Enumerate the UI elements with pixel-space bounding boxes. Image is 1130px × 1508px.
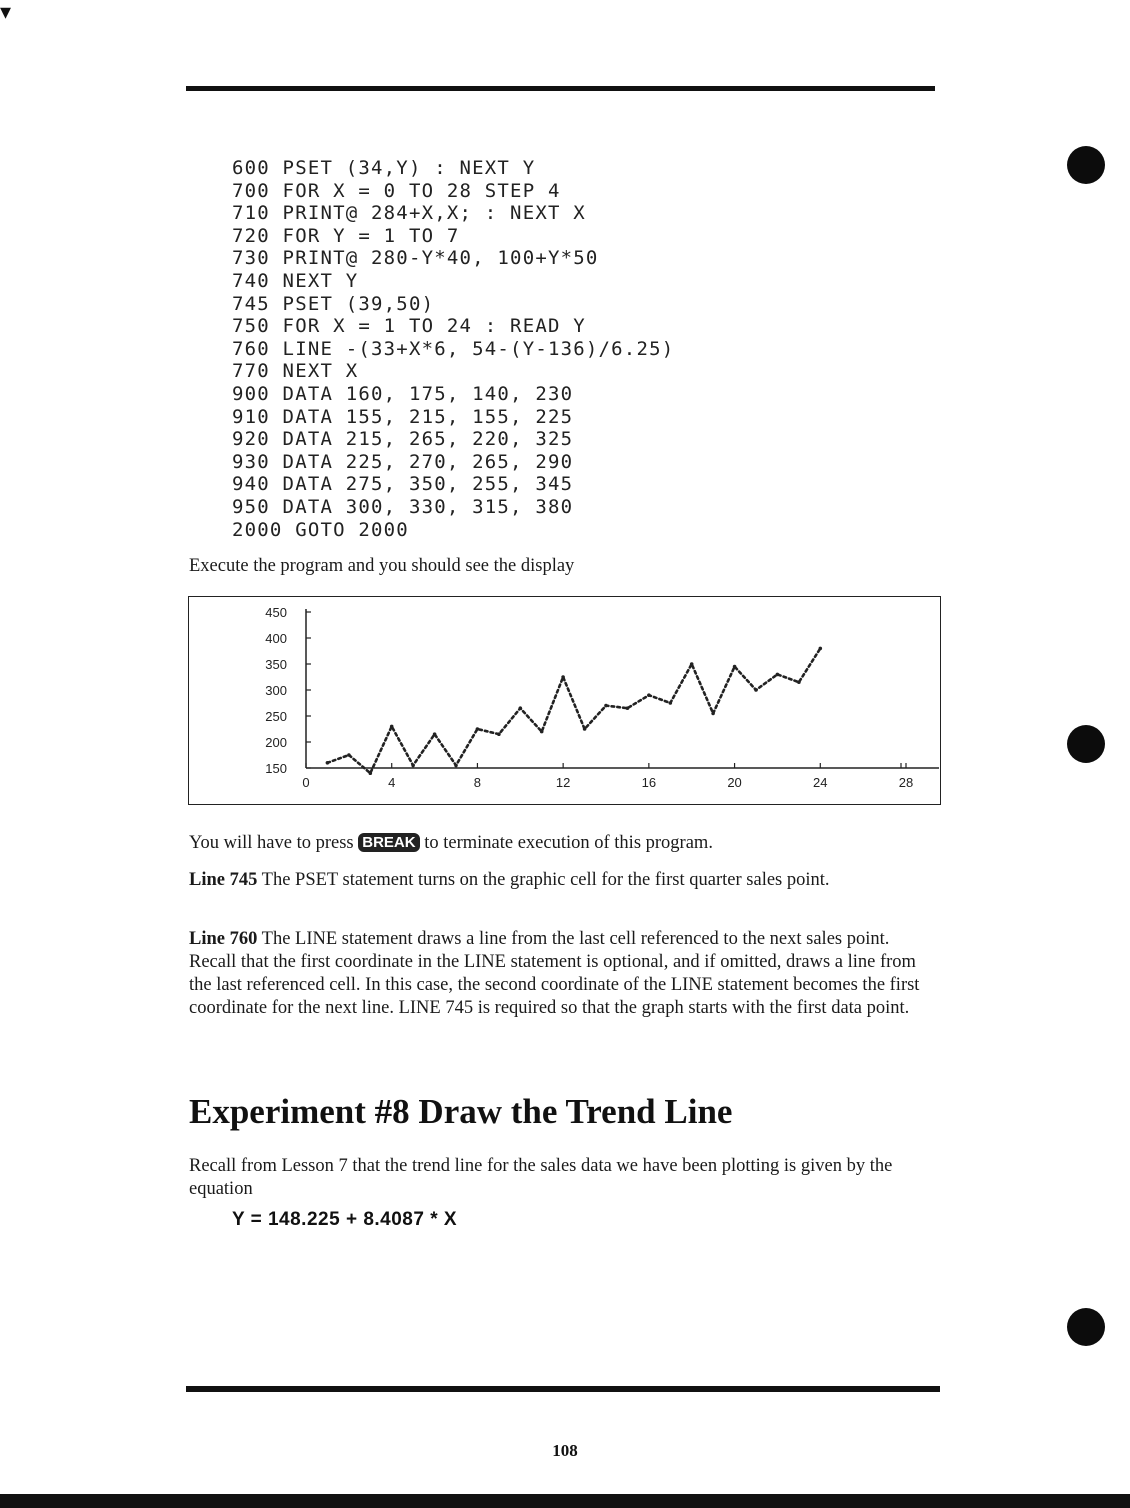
sales-data-point bbox=[497, 732, 501, 736]
sales-data-point bbox=[647, 693, 651, 697]
sales-chart bbox=[188, 596, 941, 805]
scan-bottom-band bbox=[0, 1494, 1130, 1508]
sales-data-point bbox=[583, 727, 587, 731]
page-number: 108 bbox=[552, 1441, 578, 1460]
sales-data-point bbox=[797, 680, 801, 684]
sales-data-point bbox=[519, 706, 523, 710]
sales-data-point bbox=[733, 665, 737, 669]
sales-data-point bbox=[690, 662, 694, 666]
sales-data-point bbox=[433, 732, 437, 736]
code-line: 950 DATA 300, 330, 315, 380 bbox=[232, 495, 574, 518]
code-line: 760 LINE -(33+X*6, 54-(Y-136)/6.25) bbox=[232, 337, 675, 360]
code-line: 920 DATA 215, 265, 220, 325 bbox=[232, 428, 574, 451]
sales-data-point bbox=[776, 673, 780, 677]
y-tick-label: 400 bbox=[265, 631, 287, 646]
sales-data-point bbox=[754, 688, 758, 692]
break-paragraph bbox=[189, 832, 934, 855]
code-line: 930 DATA 225, 270, 265, 290 bbox=[232, 450, 574, 473]
punch-hole-bottom bbox=[1067, 1308, 1105, 1346]
sales-data-point bbox=[626, 706, 630, 710]
punch-hole-top bbox=[1067, 146, 1105, 184]
code-line: 2000 GOTO 2000 bbox=[232, 518, 409, 541]
y-tick-label: 200 bbox=[265, 735, 287, 750]
sales-data-point bbox=[561, 675, 565, 679]
line-745-text: The PSET statement turns on the graphic cell for the first quarter sales point. bbox=[257, 870, 830, 890]
code-line: 750 FOR X = 1 TO 24 : READ Y bbox=[232, 315, 586, 338]
y-tick-label: 250 bbox=[265, 709, 287, 724]
code-line: 710 PRINT@ 284+X,X; : NEXT X bbox=[232, 202, 586, 225]
sales-data-point bbox=[347, 753, 351, 757]
y-tick-label: 450 bbox=[265, 605, 287, 620]
x-tick-label: 16 bbox=[641, 775, 657, 790]
break-text-after: to terminate execution of this program. bbox=[419, 833, 713, 853]
sales-data-point bbox=[540, 730, 544, 734]
line-745-paragraph bbox=[189, 869, 934, 892]
punch-hole-middle bbox=[1067, 725, 1105, 763]
x-tick-label: 0 bbox=[302, 775, 310, 790]
x-tick-label: 28 bbox=[898, 775, 914, 790]
trend-equation: Y = 148.225 + 8.4087 * X bbox=[232, 1209, 458, 1230]
code-line: 720 FOR Y = 1 TO 7 bbox=[232, 224, 460, 247]
y-tick-label: 350 bbox=[265, 657, 287, 672]
sales-data-point bbox=[411, 764, 415, 768]
sales-data-point bbox=[604, 704, 608, 708]
sales-chart-svg bbox=[189, 597, 942, 806]
code-line: 910 DATA 155, 215, 155, 225 bbox=[232, 405, 574, 428]
code-line: 600 PSET (34,Y) : NEXT Y bbox=[232, 157, 536, 179]
sales-data-point bbox=[326, 761, 330, 765]
code-line: 730 PRINT@ 280-Y*40, 100+Y*50 bbox=[232, 247, 599, 270]
sales-data-point bbox=[390, 725, 394, 729]
line-745-label: Line 745 bbox=[189, 870, 258, 890]
intro-text: Execute the program and you should see the display bbox=[189, 556, 575, 576]
corner-scan-mark: ▾ bbox=[0, 0, 12, 25]
break-key-icon: BREAK bbox=[358, 833, 419, 852]
sales-data-point bbox=[476, 727, 480, 731]
code-line: 745 PSET (39,50) bbox=[232, 292, 435, 315]
basic-code-listing bbox=[232, 157, 674, 541]
x-tick-label: 8 bbox=[473, 775, 482, 790]
x-tick-label: 20 bbox=[727, 775, 742, 790]
y-tick-label: 150 bbox=[265, 761, 287, 776]
code-line: 700 FOR X = 0 TO 28 STEP 4 bbox=[232, 179, 561, 202]
footer-rule bbox=[186, 1386, 940, 1392]
code-line: 940 DATA 275, 350, 255, 345 bbox=[232, 473, 574, 496]
code-line: 740 NEXT Y bbox=[232, 269, 359, 292]
sales-series-line bbox=[327, 648, 820, 773]
sales-data-point bbox=[454, 764, 458, 768]
sales-data-point bbox=[369, 771, 373, 775]
sales-data-point bbox=[669, 701, 673, 705]
line-760-label: Line 760 bbox=[189, 929, 258, 949]
x-tick-label: 24 bbox=[813, 775, 828, 790]
line-760-paragraph bbox=[189, 928, 934, 1020]
y-tick-label: 300 bbox=[265, 683, 287, 698]
header-rule bbox=[186, 86, 935, 91]
code-line: 900 DATA 160, 175, 140, 230 bbox=[232, 382, 574, 405]
line-760-text: The LINE statement draws a line from the last cell referenced to the next sales point. Recall that the first coordinate in the LINE statement is optional, and if omitted, draws a line from the last referenced cell. In this case, the second coordinate of the LINE statement becomes the first coordinate for the next line. LINE 745 is required so that the graph starts with the first data point. bbox=[189, 929, 920, 1018]
x-tick-label: 4 bbox=[388, 775, 396, 790]
break-text-before: You will have to press bbox=[189, 833, 359, 853]
sales-data-point bbox=[711, 712, 715, 716]
recall-paragraph: Recall from Lesson 7 that the trend line for the sales data we have been plotting is given by the equation bbox=[189, 1156, 893, 1199]
section-heading: Experiment #8 Draw the Trend Line bbox=[189, 1092, 733, 1131]
sales-data-point bbox=[819, 647, 823, 651]
x-tick-label: 12 bbox=[555, 775, 571, 790]
code-line: 770 NEXT X bbox=[232, 360, 359, 383]
